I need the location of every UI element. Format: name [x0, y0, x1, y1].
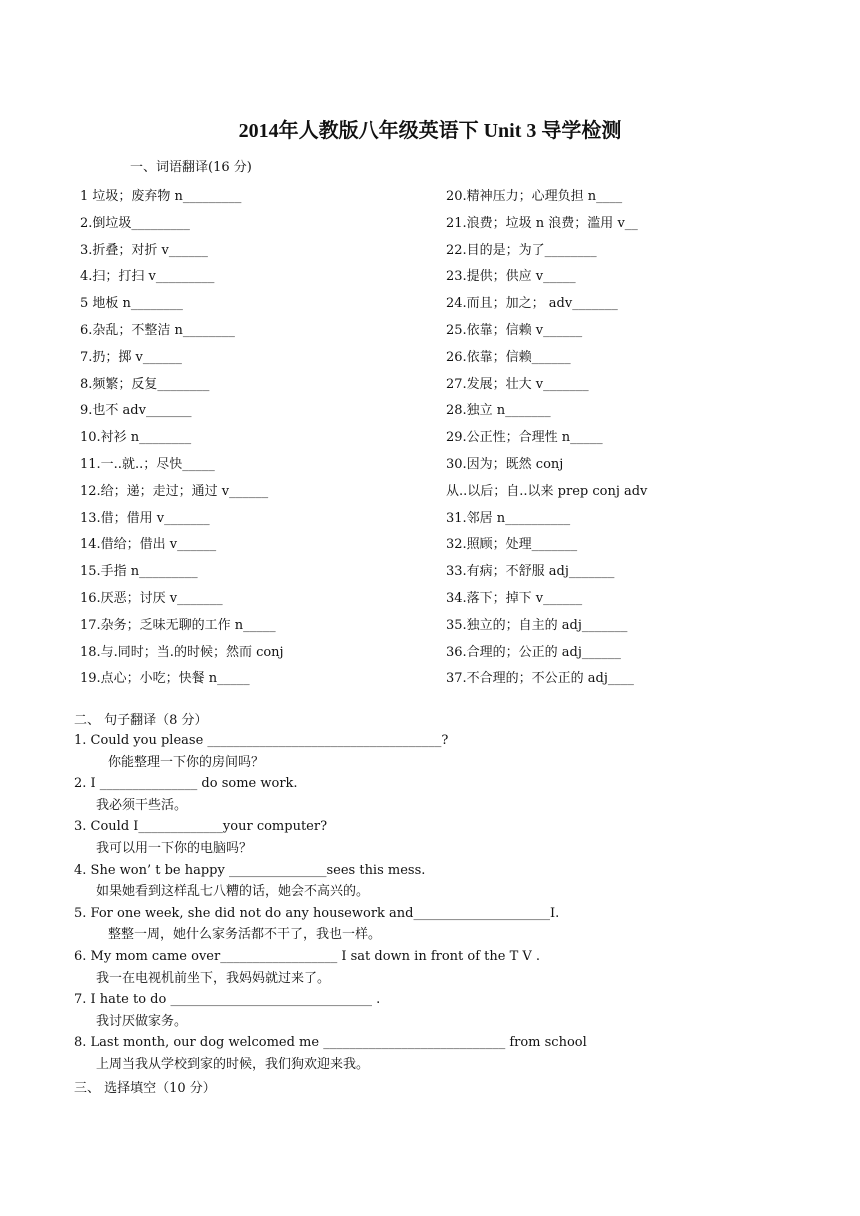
sentence-chinese: 上周当我从学校到家的时候，我们狗欢迎来我。	[96, 1056, 370, 1072]
vocab-item: 23.提供；供应 v_____	[446, 269, 576, 285]
sentence-chinese: 我讨厌做家务。	[96, 1013, 188, 1029]
sentence-english: 5. For one week, she did not do any housework and_____________________I.	[74, 905, 560, 921]
sentence-english: 1. Could you please ____________________________________?	[74, 733, 449, 748]
sentence-chinese: 我一在电视机前坐下，我妈妈就过来了。	[96, 970, 331, 986]
section-2-heading: 二、 句子翻译（8 分）	[74, 713, 208, 728]
vocab-item: 33.有病；不舒服 adj_______	[446, 564, 615, 580]
sentence-chinese: 整整一周，她什么家务活都不干了，我也一样。	[108, 927, 382, 943]
sentence-chinese: 我必须干些活。	[96, 797, 188, 813]
vocab-item: 3.折叠；对折 v______	[80, 242, 208, 258]
vocab-item: 9.也不 adv_______	[80, 403, 192, 419]
vocab-item: 20.精神压力；心理负担 n____	[446, 189, 623, 204]
vocab-item: 2.倒垃圾_________	[80, 215, 190, 231]
vocab-item: 32.照顾；处理_______	[446, 537, 578, 553]
vocab-list-left	[80, 184, 284, 693]
vocab-item: 28.独立 n_______	[446, 403, 551, 419]
vocab-item: 19.点心；小吃；快餐 n_____	[80, 671, 250, 687]
sentence-english: 4. She won’ t be happy _______________sees this mess.	[74, 862, 426, 878]
vocab-item: 17.杂务；乏味无聊的工作 n_____	[80, 617, 276, 633]
sentence-english: 7. I hate to do _______________________________ .	[74, 992, 381, 1008]
vocab-item: 11.一..就..；尽快_____	[80, 456, 215, 472]
vocab-item: 26.依靠；信赖______	[446, 349, 571, 365]
vocab-item: 30.因为；既然 conj	[446, 456, 564, 472]
vocab-item: 4.扫；打扫 v_________	[80, 269, 215, 285]
vocab-item: 36.合理的；公正的 adj______	[446, 644, 621, 660]
sentence-chinese: 我可以用一下你的电脑吗？	[96, 840, 253, 856]
vocab-item: 6.杂乱；不整洁 n________	[80, 322, 235, 338]
vocab-item: 16.厌恶；讨厌 v_______	[80, 590, 223, 606]
page-title: 2014年人教版八年级英语下 Unit 3 导学检测	[238, 120, 622, 142]
sentence-chinese: 如果她看到这样乱七八糟的话，她会不高兴的。	[96, 884, 370, 900]
vocab-item: 22.目的是；为了________	[446, 242, 597, 258]
vocab-item: 13.借；借用 v_______	[80, 510, 210, 526]
vocab-item: 24.而且；加之； adv_______	[446, 296, 618, 312]
sentence-english: 8. Last month, our dog welcomed me ____________________________ from school	[74, 1035, 587, 1051]
vocab-item: 29.公正性；合理性 n_____	[446, 430, 603, 446]
vocab-item: 14.借给；借出 v______	[80, 537, 217, 553]
vocab-item: 18.与.同时；当.的时候；然而 conj	[80, 644, 284, 660]
vocab-item: 5 地板 n________	[80, 296, 183, 312]
sentence-english: 2. I _______________ do some work.	[74, 776, 298, 792]
vocab-item: 37.不合理的；不公正的 adj____	[446, 671, 634, 687]
vocab-item: 34.落下；掉下 v______	[446, 590, 583, 606]
vocab-item: 31.邻居 n__________	[446, 510, 571, 526]
vocab-item: 从..以后；自..以来 prep conj adv	[446, 483, 648, 499]
sentence-english: 6. My mom came over__________________ I sat down in front of the T V .	[74, 948, 541, 964]
vocab-item: 12.给；递；走过；通过 v______	[80, 483, 269, 499]
vocab-item: 27.发展；壮大 v_______	[446, 376, 589, 392]
vocab-item: 1 垃圾；废弃物 n_________	[80, 189, 242, 204]
vocab-item: 10.衬衫 n________	[80, 430, 192, 446]
vocab-item: 25.依靠；信赖 v______	[446, 322, 583, 338]
vocab-list-right	[446, 184, 647, 693]
section-1-heading: 一、词语翻译(16 分)	[130, 160, 252, 175]
section-3-heading: 三、 选择填空（10 分）	[74, 1081, 216, 1096]
vocab-item: 7.扔；掷 v______	[80, 349, 182, 365]
sentence-chinese: 你能整理一下你的房间吗？	[108, 754, 265, 770]
sentence-translation-list	[74, 730, 794, 1076]
vocab-item: 8.频繁；反复________	[80, 376, 210, 392]
sentence-english: 3. Could I_____________your computer?	[74, 819, 328, 835]
vocab-item: 35.独立的；自主的 adj_______	[446, 617, 628, 633]
vocab-item: 21.浪费；垃圾 n 浪费；滥用 v__	[446, 215, 638, 231]
vocab-item: 15.手指 n_________	[80, 564, 198, 580]
